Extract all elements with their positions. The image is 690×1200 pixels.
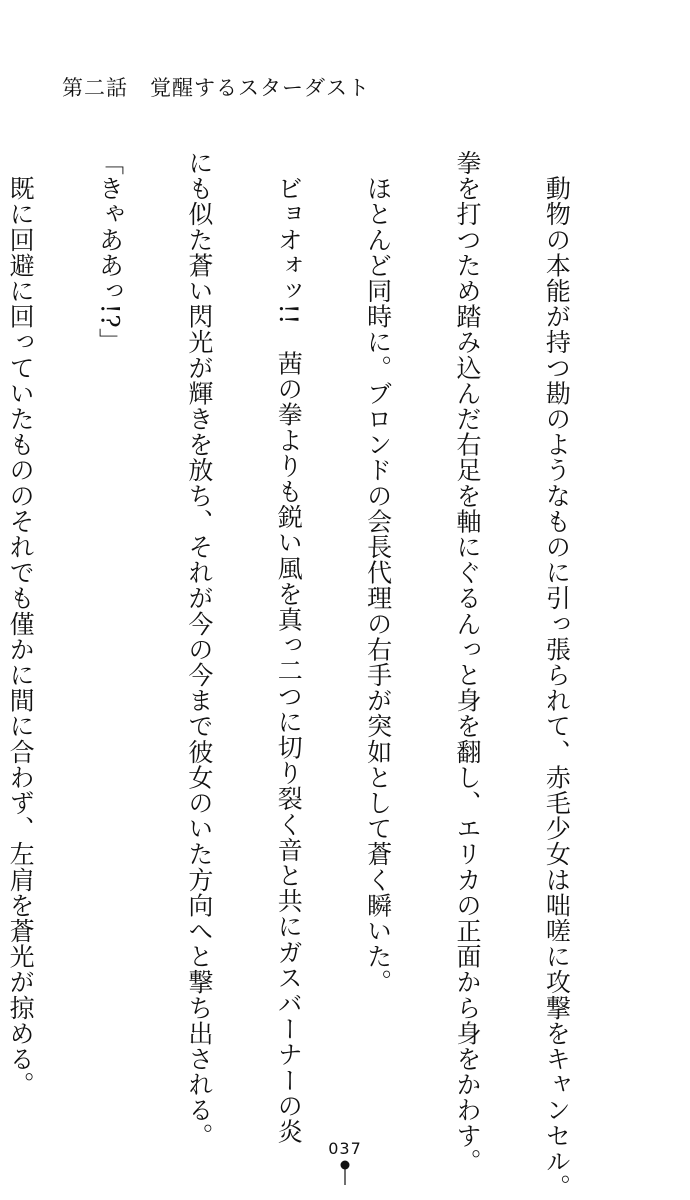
text-line: 「きゃああっ!?」 (95, 150, 125, 354)
chapter-title: 第二話 覚醒するスターダスト (62, 76, 370, 100)
text-line: 既に回避に回っていたもののそれでも僅かに間に合わず、左肩を蒼光が掠める。 (6, 150, 36, 1098)
page-number: 037 (328, 1139, 362, 1158)
text-line: 動物の本能が持つ勘のようなものに引っ張られて、赤毛少女は咄嗟に攻撃をキャンセル。 (542, 150, 572, 1200)
text-line: にも似た蒼い閃光が輝きを放ち、それが今の今まで彼女のいた方向へと撃ち出される。 (184, 150, 214, 1149)
text-line: ほとんど同時に。ブロンドの会長代理の右手が突如として蒼く瞬いた。 (363, 150, 393, 995)
text-line: 拳を打つため踏み込んだ右足を軸にぐるんっと身を翻し、エリカの正面から身をかわす。 (453, 150, 483, 1174)
page-ornament-icon (339, 1160, 351, 1185)
text-line: ビョオォッ!! 茜の拳よりも鋭い風を真っ二つに切り裂く音と共にガスバーナーの炎 (274, 150, 304, 1145)
